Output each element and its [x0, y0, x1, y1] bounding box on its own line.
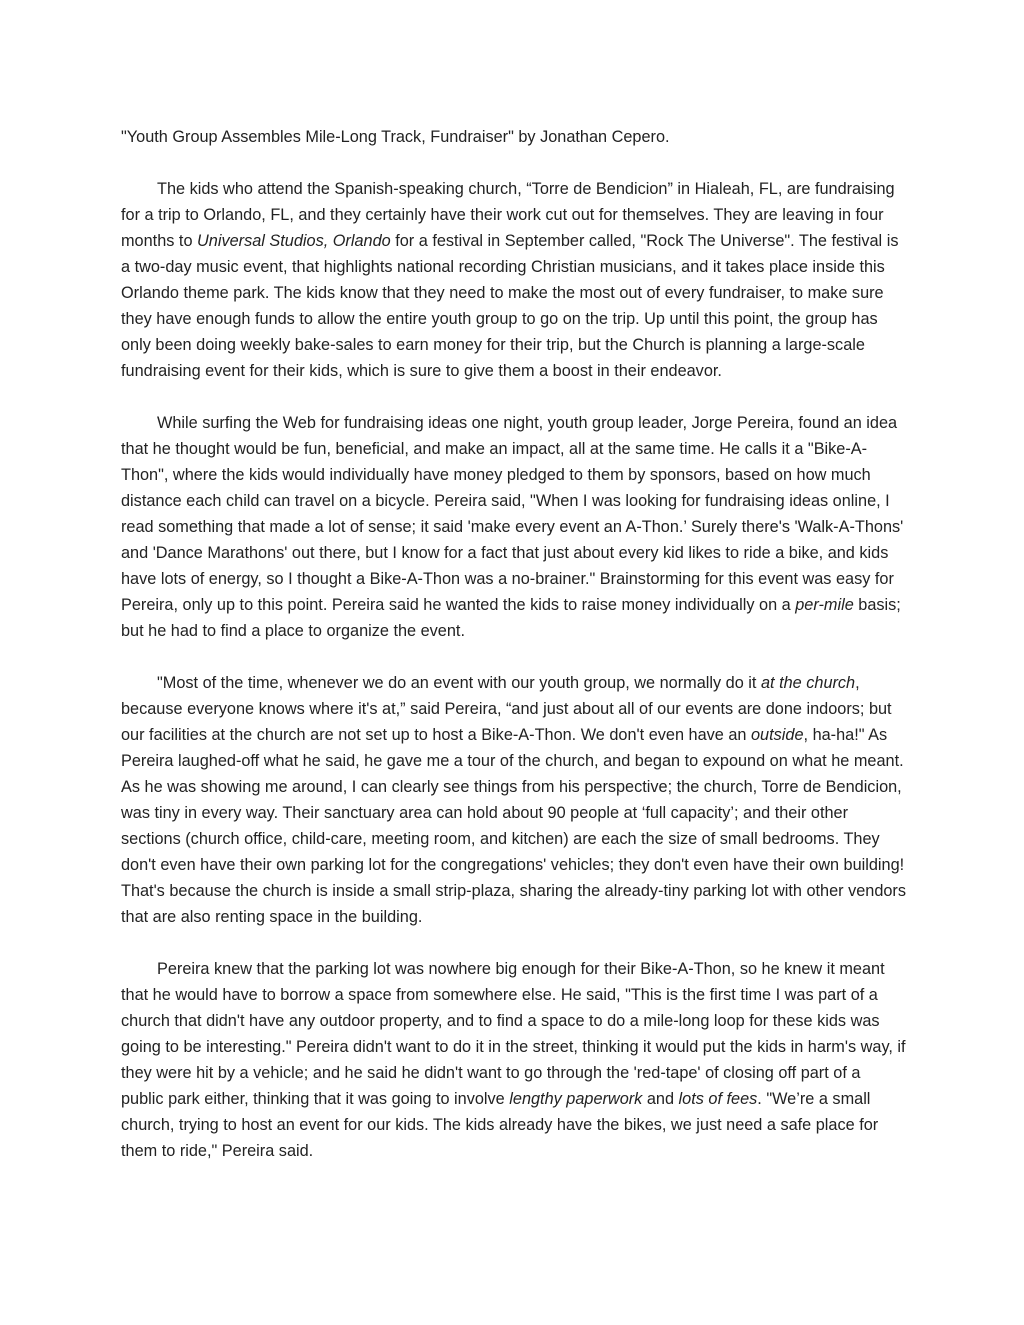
- paragraph-text: "Most of the time, whenever we do an event with our youth group, we normally do it: [157, 674, 761, 692]
- document-title: "Youth Group Assembles Mile-Long Track, Fundraiser" by Jonathan Cepero.: [121, 128, 670, 146]
- paragraph-text: While surfing the Web for fundraising ideas one night, youth group leader, Jorge Pereira, found an idea that he thought would be fun, beneficial, and make an impact, all at the same time. He calls it a "Bike-A-Thon", where the kids would individually have money pledged to them by sponsors, based on how much distance each child can travel on a bicycle. Pereira said, "When I was looking for fundraising ideas online, I read something that made a lot of sense; it said 'make every event an A-Thon.’ Surely there's 'Walk-A-Thons' and 'Dance Marathons' out there, but I know for a fact that just about every kid likes to ride a bike, and kids have lots of energy, so I thought a Bike-A-Thon was a no-brainer." Brainstorming for this event was easy for Pereira, only up to this point. Pereira said he wanted the kids to raise money individually on a: [121, 414, 904, 614]
- paragraph-text: , because everyone knows where it's at,” said Pereira, “and just about all of our events are done indoors; but our facilities at the church are not set up to host a Bike-A-Thon. We don't even have an: [121, 674, 892, 744]
- document-body: [121, 124, 906, 1164]
- paragraph-text: . "We’re a small church, trying to host an event for our kids. The kids already have the bikes, we just need a safe place for them to ride," Pereira said.: [121, 1090, 879, 1160]
- paragraph-italic-text: lengthy paperwork: [509, 1090, 643, 1108]
- paragraph-3: [121, 670, 906, 930]
- paragraph-2: [121, 410, 906, 644]
- paragraph-text: Pereira knew that the parking lot was nowhere big enough for their Bike-A-Thon, so he knew it meant that he would have to borrow a space from somewhere else. He said, "This is the first time I was part of a church that didn't have any outdoor property, and to find a space to do a mile-long loop for these kids was going to be interesting." Pereira didn't want to do it in the street, thinking it would put the kids in harm's way, if they were hit by a vehicle; and he said he didn't want to go through the 'red-tape' of closing off part of a public park either, thinking that it was going to involve: [121, 960, 906, 1108]
- paragraph-text: The kids who attend the Spanish-speaking church, “Torre de Bendicion” in Hialeah, FL, are fundraising for a trip to Orlando, FL, and they certainly have their work cut out for themselves. They are leaving in four months to: [121, 180, 895, 250]
- paragraph-italic-text: outside: [751, 726, 804, 744]
- paragraph-1: [121, 176, 906, 384]
- paragraph-text: for a festival in September called, "Rock The Universe". The festival is a two-day music event, that highlights national recording Christian musicians, and it takes place inside this Orlando theme park. The kids know that they need to make the most out of every fundraiser, to make sure they have enough funds to allow the entire youth group to go on the trip. Up until this point, the group has only been doing weekly bake-sales to earn money for their trip, but the Church is planning a large-scale fundraising event for their kids, which is sure to give them a boost in their endeavor.: [121, 232, 899, 380]
- paragraph-text: basis; but he had to find a place to organize the event.: [121, 596, 901, 640]
- paragraph-text: and: [642, 1090, 679, 1108]
- paragraph-4: [121, 956, 906, 1164]
- paragraph-text: , ha-ha!" As Pereira laughed-off what he said, he gave me a tour of the church, and began to expound on what he meant. As he was showing me around, I can clearly see things from his perspective; the church, Torre de Bendicion, was tiny in every way. Their sanctuary area can hold about 90 people at ‘full capacity’; and their other sections (church office, child-care, meeting room, and kitchen) are each the size of small bedrooms. They don't even have their own parking lot for the congregations' vehicles; they don't even have their own building! That's because the church is inside a small strip-plaza, sharing the already-tiny parking lot with other vendors that are also renting space in the building.: [121, 726, 906, 926]
- paragraph-italic-text: lots of fees: [678, 1090, 758, 1108]
- paragraph-italic-text: per-mile: [795, 596, 854, 614]
- paragraph-italic-text: Universal Studios, Orlando: [197, 232, 391, 250]
- paragraph-italic-text: at the church: [760, 674, 856, 692]
